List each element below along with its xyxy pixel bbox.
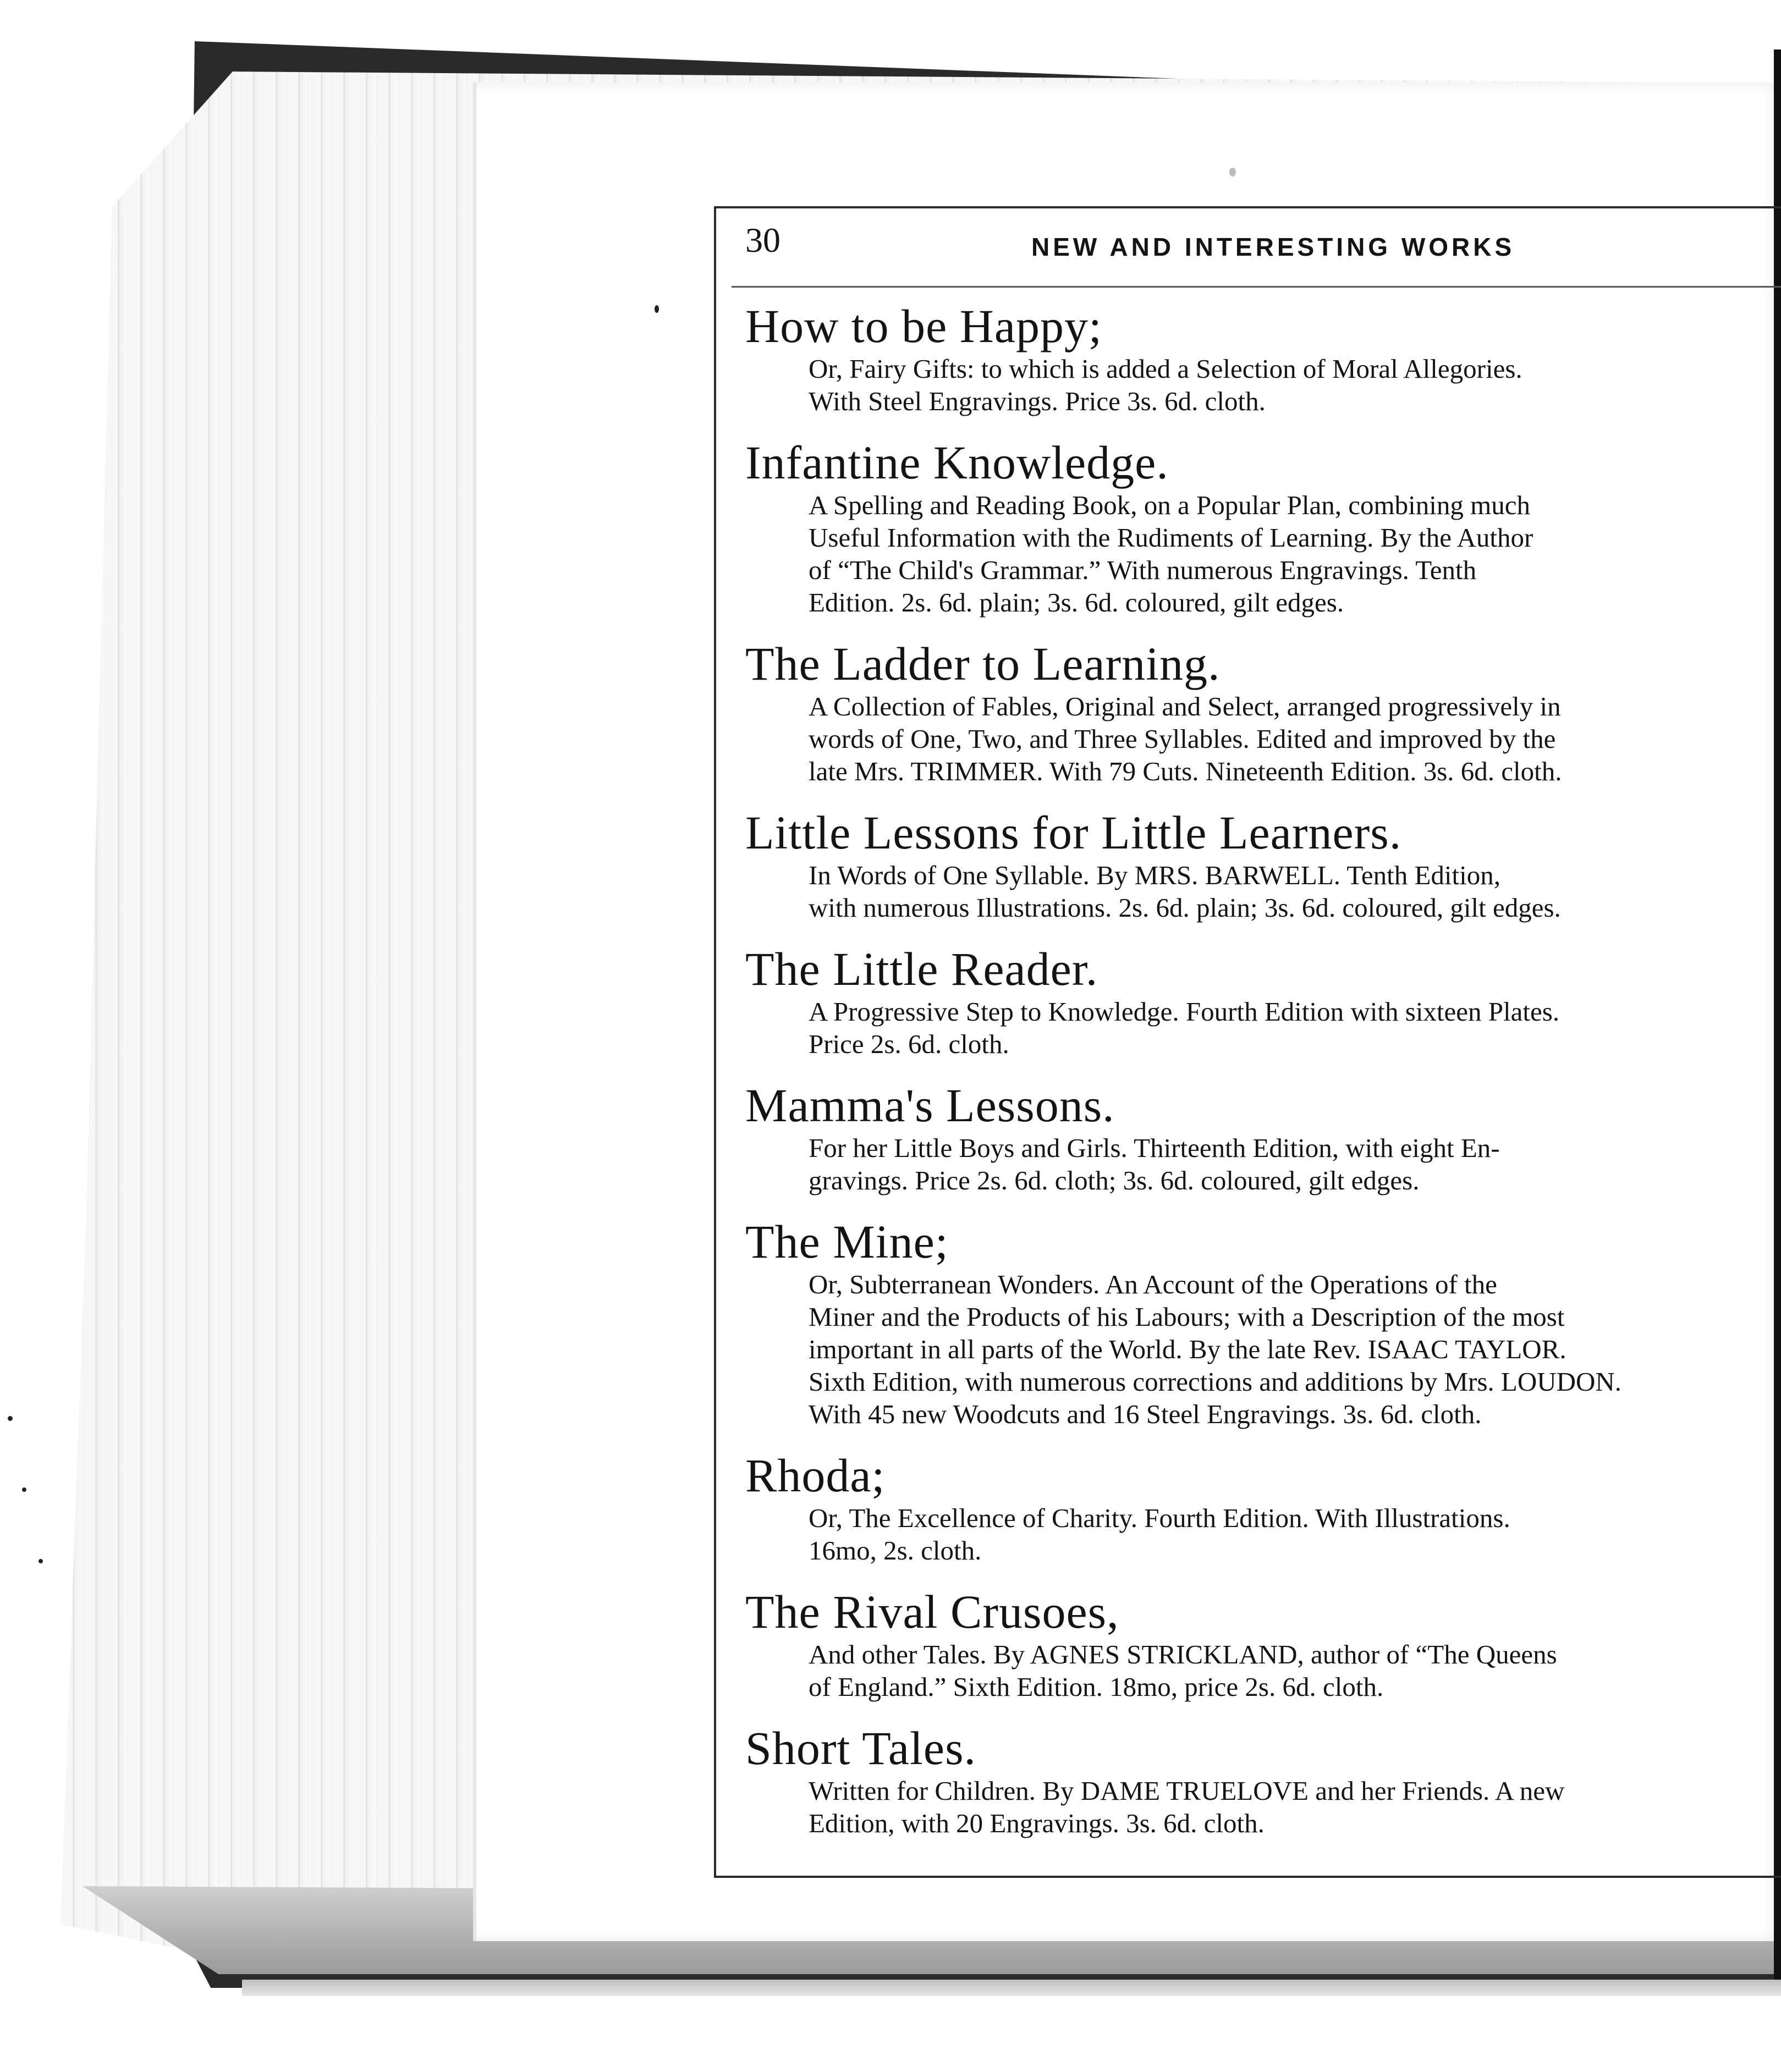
entry-description: [809, 859, 1779, 924]
page-header: [745, 220, 1779, 280]
entry-title: Mamma's Lessons.: [745, 1079, 1115, 1132]
entry-description: [809, 995, 1779, 1060]
entry-title: The Rival Crusoes,: [745, 1585, 1119, 1638]
entry-description: [809, 1502, 1779, 1567]
catalogue-entry: [745, 1585, 1779, 1703]
description-line: late Mrs. TRIMMER. With 79 Cuts. Nineteenth Edition. 3s. 6d. cloth.: [809, 756, 1562, 786]
catalogue-entry: [745, 1449, 1779, 1567]
catalogue-entries: [745, 300, 1779, 1867]
description-line: A Progressive Step to Knowledge. Fourth Edition with sixteen Plates.: [809, 996, 1560, 1027]
description-line: words of One, Two, and Three Syllables. Edited and improved by the: [809, 724, 1556, 754]
ink-speck: [655, 305, 659, 313]
entry-title: The Little Reader.: [745, 943, 1098, 995]
book-bottom-edge: [242, 1980, 1781, 1996]
entry-description: [809, 1775, 1779, 1839]
description-line: Written for Children. By DAME TRUELOVE and her Friends. A new: [809, 1776, 1565, 1806]
description-line: of “The Child's Grammar.” With numerous Engravings. Tenth: [809, 555, 1477, 585]
entry-title: How to be Happy;: [745, 300, 1102, 352]
description-line: with numerous Illustrations. 2s. 6d. plain; 3s. 6d. coloured, gilt edges.: [809, 892, 1561, 923]
entry-description: [809, 1132, 1779, 1197]
description-line: 16mo, 2s. cloth.: [809, 1535, 982, 1566]
entry-title: The Mine;: [745, 1215, 949, 1268]
description-line: A Spelling and Reading Book, on a Popular Plan, combining much: [809, 490, 1530, 520]
description-line: With Steel Engravings. Price 3s. 6d. cloth.: [809, 386, 1266, 416]
description-line: Or, Fairy Gifts: to which is added a Selection of Moral Allegories.: [809, 354, 1522, 384]
header-rule: [732, 286, 1781, 288]
running-title: NEW AND INTERESTING WORKS: [1031, 233, 1515, 261]
description-line: With 45 new Woodcuts and 16 Steel Engravings. 3s. 6d. cloth.: [809, 1399, 1482, 1429]
entry-title: Short Tales.: [745, 1722, 977, 1775]
catalogue-entry: [745, 637, 1779, 787]
entry-description: [809, 352, 1779, 417]
entry-title: The Ladder to Learning.: [745, 637, 1221, 690]
entry-description: [809, 1638, 1779, 1703]
catalogue-entry: [745, 300, 1779, 417]
description-line: For her Little Boys and Girls. Thirteenth Edition, with eight En-: [809, 1133, 1500, 1163]
description-line: And other Tales. By AGNES STRICKLAND, author of “The Queens: [809, 1639, 1557, 1669]
catalogue-entry: [745, 1079, 1779, 1197]
description-line: Edition. 2s. 6d. plain; 3s. 6d. coloured, gilt edges.: [809, 587, 1344, 618]
description-line: In Words of One Syllable. By MRS. BARWELL. Tenth Edition,: [809, 860, 1500, 890]
description-line: Or, The Excellence of Charity. Fourth Edition. With Illustrations.: [809, 1503, 1510, 1533]
description-line: A Collection of Fables, Original and Select, arranged progressively in: [809, 691, 1561, 721]
entry-title: Little Lessons for Little Learners.: [745, 806, 1402, 859]
description-line: Useful Information with the Rudiments of Learning. By the Author: [809, 522, 1533, 553]
description-line: important in all parts of the World. By the late Rev. ISAAC TAYLOR.: [809, 1334, 1566, 1364]
entry-description: [809, 489, 1779, 619]
catalogue-entry: [745, 436, 1779, 619]
entry-title: Infantine Knowledge.: [745, 436, 1169, 489]
description-line: gravings. Price 2s. 6d. cloth; 3s. 6d. coloured, gilt edges.: [809, 1165, 1420, 1195]
description-line: Price 2s. 6d. cloth.: [809, 1029, 1009, 1059]
description-line: Edition, with 20 Engravings. 3s. 6d. cloth.: [809, 1808, 1265, 1838]
entry-description: [809, 1268, 1779, 1430]
ink-speck: [1229, 168, 1236, 177]
description-line: Miner and the Products of his Labours; with a Description of the most: [809, 1302, 1565, 1332]
catalogue-entry: [745, 1215, 1779, 1430]
ink-speck: [8, 1416, 13, 1421]
entry-description: [809, 690, 1779, 787]
page-number: 30: [745, 221, 780, 260]
description-line: Sixth Edition, with numerous corrections and additions by Mrs. LOUDON.: [809, 1366, 1622, 1397]
description-line: of England.” Sixth Edition. 18mo, price 2s. 6d. cloth.: [809, 1672, 1384, 1702]
ink-speck: [22, 1487, 26, 1492]
catalogue-entry: [745, 806, 1779, 924]
entry-title: Rhoda;: [745, 1449, 886, 1502]
ink-speck: [39, 1559, 43, 1563]
catalogue-entry: [745, 943, 1779, 1060]
description-line: Or, Subterranean Wonders. An Account of the Operations of the: [809, 1269, 1497, 1299]
catalogue-entry: [745, 1722, 1779, 1839]
